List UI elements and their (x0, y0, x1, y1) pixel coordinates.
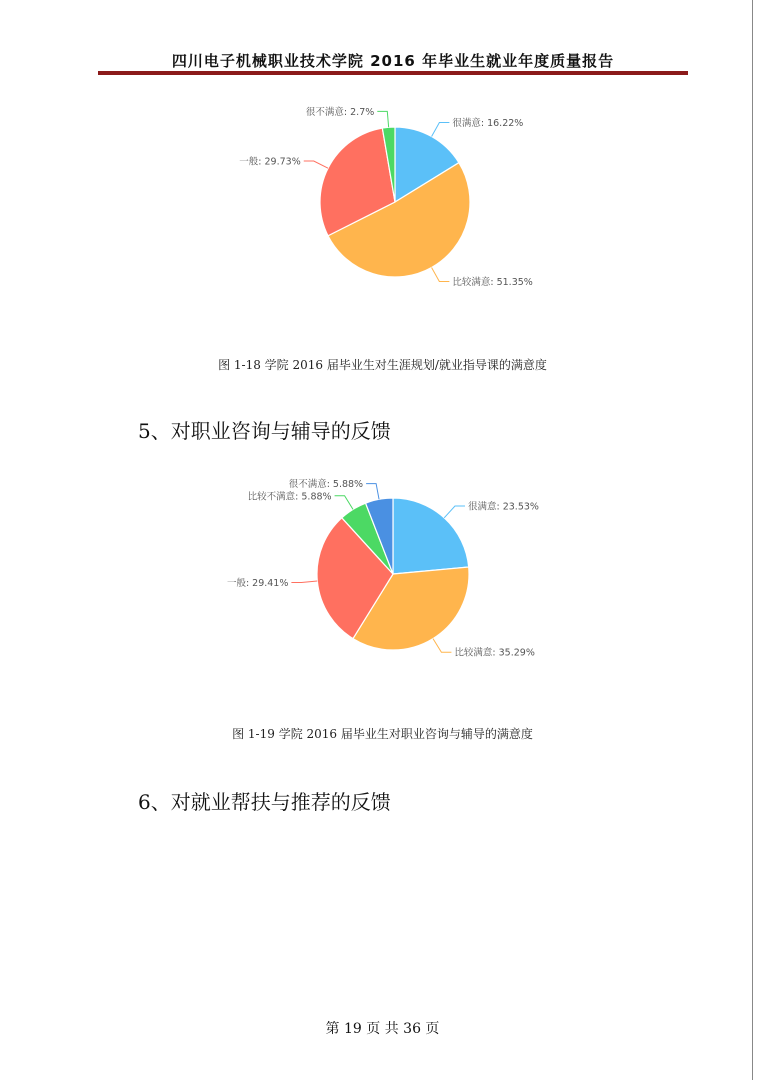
pie-chart-2 (0, 465, 765, 675)
pie2-label-2: 一般: 29.41% (226, 577, 289, 589)
figure-caption-1-19: 图 1-19 学院 2016 届毕业生对职业咨询与辅导的满意度 (232, 727, 533, 741)
figure-caption-1-18: 图 1-18 学院 2016 届毕业生对生涯规划/就业指导课的满意度 (218, 358, 547, 372)
pie1-leader-3 (377, 111, 388, 127)
header-rule (98, 71, 688, 75)
pie2-label-3: 比较不满意: 5.88% (247, 491, 332, 503)
pie2-label-4: 很不满意: 5.88% (288, 479, 364, 491)
pie1-leader-0 (432, 123, 450, 137)
pie2-leader-2 (291, 581, 317, 582)
pie-chart-1-svg (0, 95, 765, 325)
pie2-label-1: 比较满意: 35.29% (454, 647, 535, 659)
pie2-leader-0 (444, 506, 465, 518)
pie2-leader-4 (366, 484, 379, 500)
report-header-title: 四川电子机械职业技术学院 2016 年毕业生就业年度质量报告 (171, 52, 615, 70)
pie1-label-3: 很不满意: 2.7% (305, 106, 375, 118)
pie2-slice-0 (393, 498, 469, 574)
pie1-label-1: 比较满意: 51.35% (452, 276, 533, 288)
page-footer: 第 19 页 共 36 页 (325, 1021, 440, 1037)
pie2-leader-3 (335, 496, 353, 510)
pie-chart-1 (0, 95, 765, 325)
pie1-label-0: 很满意: 16.22% (452, 118, 524, 130)
section-heading-6: 6、对就业帮扶与推荐的反馈 (138, 790, 391, 814)
section-heading-5: 5、对职业咨询与辅导的反馈 (138, 419, 391, 443)
pie1-label-2: 一般: 29.73% (239, 156, 301, 168)
pie2-leader-1 (433, 639, 451, 653)
pie1-leader-2 (304, 161, 328, 168)
pie1-leader-1 (432, 267, 450, 281)
pie2-label-0: 很满意: 23.53% (467, 501, 539, 513)
pie-chart-2-svg (0, 465, 765, 675)
